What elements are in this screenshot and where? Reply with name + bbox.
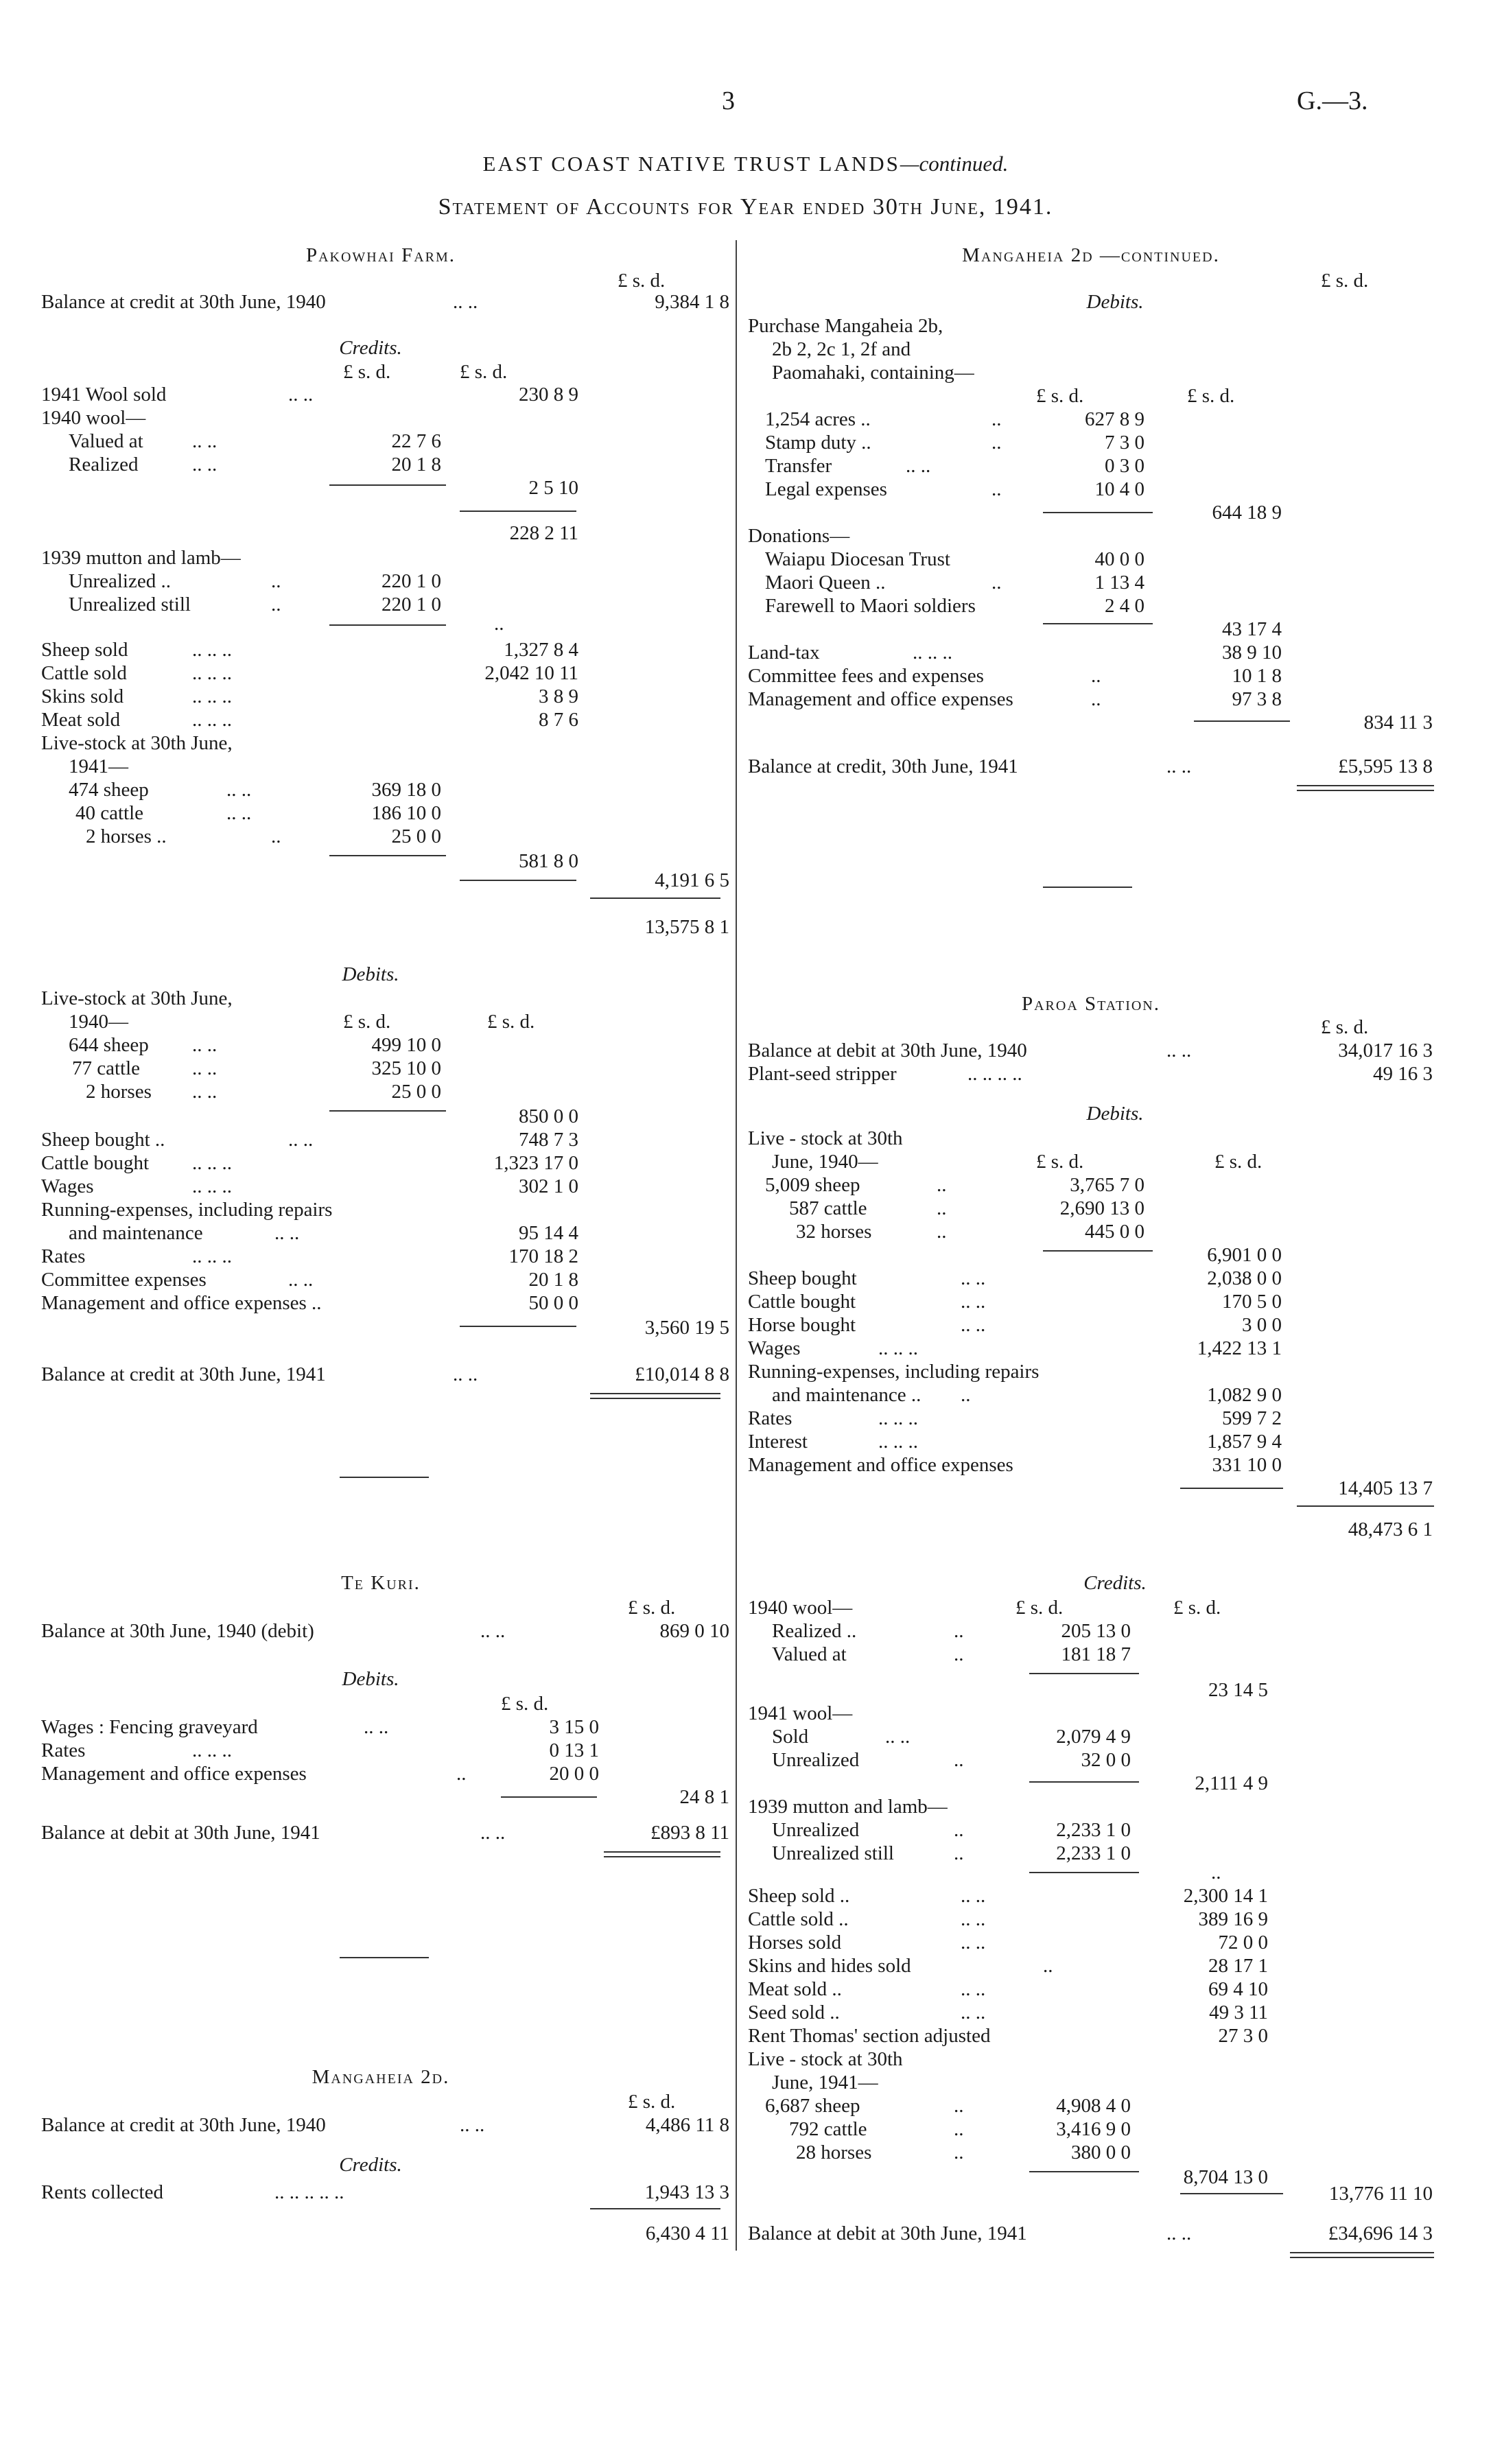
pakowhai-amount: 748 7 3: [519, 1129, 578, 1151]
pakowhai-row: 644 sheep .. ..: [69, 1034, 218, 1056]
paroa-row: Rates .. .. ..: [748, 1407, 918, 1429]
mang2d-cont-amount: 10 1 8: [1232, 665, 1282, 687]
rule: [1194, 720, 1290, 722]
mang2d-cont-amount: 2 4 0: [1105, 595, 1144, 617]
pakowhai-row: Management and office expenses ..: [41, 1292, 322, 1314]
paroa-credits-total: 13,776 11 10: [1328, 2183, 1433, 2205]
rule: [1180, 1488, 1283, 1489]
tekuri-cols: £ s. d.: [628, 1597, 676, 1619]
pakowhai-row: Meat sold .. .. ..: [41, 709, 232, 731]
paroa-closing-amount: £34,696 14 3: [1328, 2222, 1433, 2244]
mang2d-cont-amount: 97 3 8: [1232, 688, 1282, 710]
pakowhai-row: 1939 mutton and lamb—: [41, 547, 241, 569]
paroa-row: Valued at ..: [772, 1643, 964, 1665]
pakowhai-amount: 581 8 0: [519, 850, 578, 872]
paroa-row: Wages .. .. ..: [748, 1337, 918, 1359]
paroa-debits-total: 14,405 13 7: [1338, 1477, 1433, 1499]
mang2d-cont-row: Stamp duty .. ..: [765, 432, 1002, 454]
pakowhai-debits-total: 3,560 19 5: [644, 1317, 729, 1339]
pakowhai-amount: 186 10 0: [371, 802, 441, 824]
mang2d-cont-row: 1,254 acres .. ..: [765, 408, 1002, 430]
paroa-amount: 3,765 7 0: [1070, 1174, 1144, 1196]
paroa-amount: 6,901 0 0: [1207, 1244, 1282, 1266]
pakowhai-row: 2 horses .. ..: [86, 825, 281, 847]
tekuri-opening-amount: 869 0 10: [659, 1620, 729, 1642]
paroa-amount: 1,422 13 1: [1197, 1337, 1282, 1359]
paroa-opening-amount: 34,017 16 3: [1338, 1040, 1433, 1061]
paroa-amount: 389 16 9: [1198, 1908, 1268, 1930]
paroa-row: Skins and hides sold ..: [748, 1955, 1053, 1977]
rule: [460, 511, 576, 512]
paroa-row: Unrealized ..: [772, 1749, 964, 1771]
pakowhai-amount: 220 1 0: [381, 570, 441, 592]
pakowhai-row: Rates .. .. ..: [41, 1245, 232, 1267]
mang2d-cont-row: Legal expenses ..: [765, 478, 1002, 500]
paroa-amount: 170 5 0: [1222, 1291, 1282, 1313]
paroa-d-cols2: £ s. d.: [1214, 1151, 1263, 1173]
rule: [1029, 1872, 1139, 1873]
mang2d-cont-amount: 43 17 4: [1222, 618, 1282, 640]
paroa-row: Live - stock at 30th: [748, 1127, 903, 1149]
pakowhai-credits-total: 4,191 6 5: [655, 869, 729, 891]
pakowhai-credit-cols: £ s. d.: [343, 361, 391, 383]
tekuri-amount: 0 13 1: [549, 1739, 599, 1761]
mang2d-cont-p-cols2: £ s. d.: [1187, 385, 1235, 407]
page-reference: G.—3.: [1297, 86, 1368, 115]
pakowhai-amount: 369 18 0: [371, 779, 441, 801]
tekuri-closing: Balance at debit at 30th June, 1941 .. ..: [41, 1822, 506, 1844]
rule: [460, 880, 576, 881]
paroa-amount: 32 0 0: [1081, 1749, 1131, 1771]
tekuri-closing-amount: £893 8 11: [650, 1822, 729, 1844]
double-rule: [1290, 2252, 1434, 2258]
paroa-row: Meat sold .. .. ..: [748, 1978, 986, 2000]
paroa-row: 28 horses ..: [796, 2142, 964, 2163]
paroa-row: Seed sold .. .. ..: [748, 2002, 986, 2023]
section-rule: [1043, 887, 1132, 888]
mang2d-cont-cols: £ s. d.: [1321, 270, 1369, 292]
mang2d-cont-row: Donations—: [748, 525, 850, 547]
rule: [1029, 1673, 1139, 1674]
pakowhai-row: 1940 wool—: [41, 407, 146, 429]
mang2d-cont-amount: 1 13 4: [1094, 572, 1144, 594]
pakowhai-amount: 1,327 8 4: [504, 639, 578, 661]
mang2d-cont-debits-heading: Debits.: [1086, 291, 1144, 313]
paroa-cols: £ s. d.: [1321, 1016, 1369, 1038]
paroa-amount: 2,079 4 9: [1056, 1726, 1131, 1748]
tekuri-row: Wages : Fencing graveyard .. ..: [41, 1716, 389, 1738]
paroa-amount: 2,233 1 0: [1056, 1819, 1131, 1841]
tekuri-amount: 3 15 0: [549, 1716, 599, 1738]
pakowhai-row: 77 cattle .. ..: [72, 1057, 218, 1079]
mang2d-cont-debits-total: 834 11 3: [1363, 712, 1433, 734]
paroa-row: Cattle sold .. .. ..: [748, 1908, 986, 1930]
paroa-row: 1939 mutton and lamb—: [748, 1796, 948, 1818]
paroa-row: Plant-seed stripper .. .. .. ..: [748, 1063, 1022, 1085]
mang2d-cont-row: Land-tax .. .. ..: [748, 642, 952, 664]
mang2d-cols: £ s. d.: [628, 2091, 676, 2113]
rule: [329, 484, 446, 486]
pakowhai-amount: 95 14 4: [519, 1222, 578, 1244]
paroa-amount: 331 10 0: [1212, 1454, 1282, 1476]
rule: [1297, 1505, 1434, 1507]
paroa-amount: 181 18 7: [1061, 1643, 1131, 1665]
paroa-row: Unrealized still ..: [772, 1842, 964, 1864]
paroa-opening: Balance at debit at 30th June, 1940 .. ..: [748, 1040, 1192, 1061]
rule: [1043, 623, 1153, 624]
rule: [1043, 512, 1153, 513]
rule: [501, 1796, 597, 1798]
paroa-row: Realized .. ..: [772, 1620, 964, 1642]
paroa-row: 6,687 sheep ..: [765, 2095, 964, 2117]
pakowhai-amount: 220 1 0: [381, 594, 441, 615]
paroa-row: Cattle bought .. ..: [748, 1291, 986, 1313]
paroa-amount: 599 7 2: [1222, 1407, 1282, 1429]
rule: [1043, 1250, 1153, 1252]
paroa-amount: 4,908 4 0: [1056, 2095, 1131, 2117]
mang2d-cont-amount: 644 18 9: [1212, 502, 1282, 524]
paroa-amount: 2,038 0 0: [1207, 1267, 1282, 1289]
pakowhai-row: Live-stock at 30th June,: [41, 987, 233, 1009]
paroa-row: Management and office expenses: [748, 1454, 1013, 1476]
pakowhai-amount: 25 0 0: [391, 825, 441, 847]
page-title: EAST COAST NATIVE TRUST LANDS—continued.: [482, 152, 1009, 176]
double-rule: [590, 1393, 720, 1399]
mang2d-cont-amount: 40 0 0: [1094, 548, 1144, 570]
pakowhai-amount: 499 10 0: [371, 1034, 441, 1056]
paroa-c-cols: £ s. d.: [1015, 1597, 1064, 1619]
paroa-row: Running-expenses, including repairs: [748, 1361, 1040, 1383]
pakowhai-closing: Balance at credit at 30th June, 1941 .. ..: [41, 1363, 478, 1385]
paroa-row: Sheep sold .. .. ..: [748, 1885, 986, 1907]
pakowhai-row: Sheep sold .. .. ..: [41, 639, 232, 661]
pakowhai-amount: 230 8 9: [519, 384, 578, 406]
mang2d-cont-row: Paomahaki, containing—: [772, 362, 974, 384]
pakowhai-row: and maintenance .. ..: [69, 1222, 300, 1244]
tekuri-debit-cols: £ s. d.: [501, 1693, 549, 1715]
paroa-row: and maintenance .. ..: [772, 1384, 971, 1406]
pakowhai-row: Cattle bought .. .. ..: [41, 1152, 232, 1174]
pakowhai-row: 2 horses .. ..: [86, 1081, 218, 1103]
paroa-amount: 2,111 4 9: [1195, 1772, 1268, 1794]
rule: [590, 897, 720, 899]
section-rule: [340, 1477, 429, 1478]
mang2d-opening: Balance at credit at 30th June, 1940 .. ..: [41, 2114, 485, 2136]
pakowhai-amount: 22 7 6: [391, 430, 441, 452]
pakowhai-debit-cols2: £ s. d.: [487, 1011, 535, 1033]
paroa-amount: 2,690 13 0: [1059, 1197, 1144, 1219]
rule: [329, 1110, 446, 1112]
rule: [329, 624, 446, 626]
pakowhai-cols: £ s. d.: [618, 270, 666, 292]
mang2d-opening-amount: 4,486 11 8: [645, 2114, 729, 2136]
mang2d-heading: Mangaheia 2d.: [312, 2066, 450, 2088]
paroa-c-cols2: £ s. d.: [1173, 1597, 1221, 1619]
pakowhai-row: 1941—: [69, 755, 128, 777]
pakowhai-amount: 850 0 0: [519, 1105, 578, 1127]
paroa-amount: 1,082 9 0: [1207, 1384, 1282, 1406]
pakowhai-amount: 50 0 0: [528, 1292, 578, 1314]
mang2d-cont-amount: 10 4 0: [1094, 478, 1144, 500]
pakowhai-row: Unrealized .. ..: [69, 570, 281, 592]
rule: [329, 855, 446, 856]
pakowhai-credits-heading: Credits.: [339, 337, 402, 359]
pakowhai-blank: ..: [494, 613, 504, 635]
paroa-row: Unrealized ..: [772, 1819, 964, 1841]
paroa-amount: 23 14 5: [1208, 1679, 1268, 1701]
section-rule: [340, 1957, 429, 1958]
rule: [590, 2208, 720, 2209]
page-number: 3: [722, 86, 735, 115]
rule: [1029, 2171, 1139, 2172]
paroa-row: Rent Thomas' section adjusted: [748, 2025, 991, 2047]
pakowhai-row: 1941 Wool sold .. ..: [41, 384, 314, 406]
paroa-amount: 1,857 9 4: [1207, 1431, 1282, 1453]
column-divider: [736, 240, 737, 2251]
paroa-amount: 72 0 0: [1218, 1932, 1268, 1953]
paroa-row: 587 cattle ..: [789, 1197, 947, 1219]
mang2d-cont-closing-amount: £5,595 13 8: [1338, 755, 1433, 777]
pakowhai-row: Valued at .. ..: [69, 430, 218, 452]
mang2d-cont-row: 2b 2, 2c 1, 2f and: [772, 338, 911, 360]
mang2d-cont-closing: Balance at credit, 30th June, 1941 .. ..: [748, 755, 1192, 777]
paroa-row: 792 cattle ..: [789, 2118, 964, 2140]
paroa-row: Horse bought .. ..: [748, 1314, 986, 1336]
rule: [1180, 2193, 1283, 2194]
paroa-amount: 49 16 3: [1373, 1063, 1433, 1085]
pakowhai-debit-cols: £ s. d.: [343, 1011, 391, 1033]
mang2d-cont-row: Maori Queen .. ..: [765, 572, 1002, 594]
pakowhai-amount: 2,042 10 11: [484, 662, 578, 684]
tekuri-heading: Te Kuri.: [341, 1572, 421, 1594]
page-subtitle: Statement of Accounts for Year ended 30th June, 1941.: [438, 194, 1053, 220]
tekuri-total: 24 8 1: [679, 1786, 729, 1808]
pakowhai-opening: Balance at credit at 30th June, 1940 .. ..: [41, 291, 478, 313]
mang2d-cont-row: Purchase Mangaheia 2b,: [748, 315, 943, 337]
pakowhai-amount: 20 1 8: [391, 454, 441, 476]
tekuri-row: Management and office expenses ..: [41, 1763, 467, 1785]
mang2d-cont-row: Transfer .. ..: [765, 455, 931, 477]
pakowhai-row: Cattle sold .. .. ..: [41, 662, 232, 684]
paroa-amount: 28 17 1: [1208, 1955, 1268, 1977]
double-rule: [1297, 785, 1434, 791]
mang2d-cont-amount: 0 3 0: [1105, 455, 1144, 477]
pakowhai-amount: 25 0 0: [391, 1081, 441, 1103]
paroa-amount: 69 4 10: [1208, 1978, 1268, 2000]
paroa-amount: 380 0 0: [1071, 2142, 1131, 2163]
pakowhai-heading: Pakowhai Farm.: [305, 244, 456, 266]
mang2d-cont-p-cols: £ s. d.: [1036, 385, 1084, 407]
paroa-row: 32 horses ..: [796, 1221, 947, 1243]
paroa-heading: Paroa Station.: [1021, 993, 1161, 1015]
pakowhai-row: 474 sheep .. ..: [69, 779, 252, 801]
paroa-amount: 3,416 9 0: [1056, 2118, 1131, 2140]
pakowhai-row: 40 cattle .. ..: [75, 802, 252, 824]
mang2d-amount: 1,943 13 3: [644, 2181, 729, 2203]
paroa-amount: 27 3 0: [1218, 2025, 1268, 2047]
pakowhai-row: Unrealized still ..: [69, 594, 281, 615]
pakowhai-row: Committee expenses .. ..: [41, 1269, 314, 1291]
pakowhai-row: Realized .. ..: [69, 454, 218, 476]
tekuri-row: Rates .. .. ..: [41, 1739, 232, 1761]
paroa-amount: 49 3 11: [1209, 2002, 1268, 2023]
mang2d-cont-amount: 627 8 9: [1085, 408, 1144, 430]
paroa-row: Interest .. .. ..: [748, 1431, 918, 1453]
pakowhai-amount: 170 18 2: [508, 1245, 578, 1267]
mang2d-cont-row: Waiapu Diocesan Trust: [765, 548, 950, 570]
pakowhai-amount: 3 8 9: [539, 685, 578, 707]
paroa-amount: 205 13 0: [1061, 1620, 1131, 1642]
paroa-amount: 3 0 0: [1242, 1314, 1282, 1336]
pakowhai-amount: 2 5 10: [528, 477, 578, 499]
paroa-row: 1941 wool—: [748, 1702, 853, 1724]
mang2d-cont-heading: Mangaheia 2d —continued.: [962, 244, 1220, 266]
mang2d-cont-row: Management and office expenses ..: [748, 688, 1101, 710]
paroa-debits-heading: Debits.: [1086, 1103, 1144, 1125]
mang2d-cont-amount: 7 3 0: [1105, 432, 1144, 454]
paroa-row: 1940 wool—: [748, 1597, 853, 1619]
tekuri-amount: 20 0 0: [549, 1763, 599, 1785]
pakowhai-amount: 1,323 17 0: [493, 1152, 578, 1174]
pakowhai-debits-heading: Debits.: [342, 963, 399, 985]
rule: [1029, 1781, 1139, 1783]
pakowhai-row: Running-expenses, including repairs: [41, 1199, 333, 1221]
paroa-row: Sheep bought .. ..: [748, 1267, 986, 1289]
paroa-row: June, 1941—: [772, 2072, 878, 2093]
mang2d-cont-row: Committee fees and expenses ..: [748, 665, 1101, 687]
pakowhai-row: 1940—: [69, 1011, 128, 1033]
pakowhai-row: Sheep bought .. .. ..: [41, 1129, 314, 1151]
double-rule: [604, 1851, 720, 1857]
paroa-grand-total: 48,473 6 1: [1348, 1518, 1433, 1540]
mang2d-cont-row: Farewell to Maori soldiers: [765, 595, 976, 617]
pakowhai-row: Wages .. .. ..: [41, 1175, 232, 1197]
tekuri-opening: Balance at 30th June, 1940 (debit) .. ..: [41, 1620, 506, 1642]
pakowhai-opening-amount: 9,384 1 8: [655, 291, 729, 313]
mang2d-total: 6,430 4 11: [645, 2222, 729, 2244]
mang2d-credits-heading: Credits.: [339, 2154, 402, 2176]
pakowhai-amount: 8 7 6: [539, 709, 578, 731]
mang2d-row: Rents collected .. .. .. .. ..: [41, 2181, 344, 2203]
rule: [460, 1326, 576, 1327]
pakowhai-row: Live-stock at 30th June,: [41, 732, 233, 754]
pakowhai-row: Skins sold .. .. ..: [41, 685, 232, 707]
paroa-row: Sold .. ..: [772, 1726, 911, 1748]
paroa-amount: 2,233 1 0: [1056, 1842, 1131, 1864]
pakowhai-grand-total: 13,575 8 1: [644, 916, 729, 938]
mang2d-cont-amount: 38 9 10: [1222, 642, 1282, 664]
paroa-row: Horses sold .. ..: [748, 1932, 986, 1953]
paroa-row: June, 1940—: [772, 1151, 878, 1173]
pakowhai-amount: 228 2 11: [509, 522, 578, 544]
tekuri-debits-heading: Debits.: [342, 1668, 399, 1690]
paroa-d-cols: £ s. d.: [1036, 1151, 1084, 1173]
pakowhai-amount: 325 10 0: [371, 1057, 441, 1079]
pakowhai-amount: 20 1 8: [528, 1269, 578, 1291]
paroa-row: 5,009 sheep ..: [765, 1174, 947, 1196]
paroa-credits-heading: Credits.: [1083, 1572, 1147, 1594]
paroa-blank: ..: [1211, 1862, 1221, 1884]
pakowhai-amount: 302 1 0: [519, 1175, 578, 1197]
paroa-amount: 8,704 13 0: [1183, 2166, 1268, 2188]
pakowhai-credit-cols2: £ s. d.: [460, 361, 508, 383]
pakowhai-closing-amount: £10,014 8 8: [635, 1363, 729, 1385]
paroa-row: Live - stock at 30th: [748, 2048, 903, 2070]
paroa-amount: 445 0 0: [1085, 1221, 1144, 1243]
paroa-amount: 2,300 14 1: [1183, 1885, 1268, 1907]
paroa-closing: Balance at debit at 30th June, 1941 .. ..: [748, 2222, 1192, 2244]
